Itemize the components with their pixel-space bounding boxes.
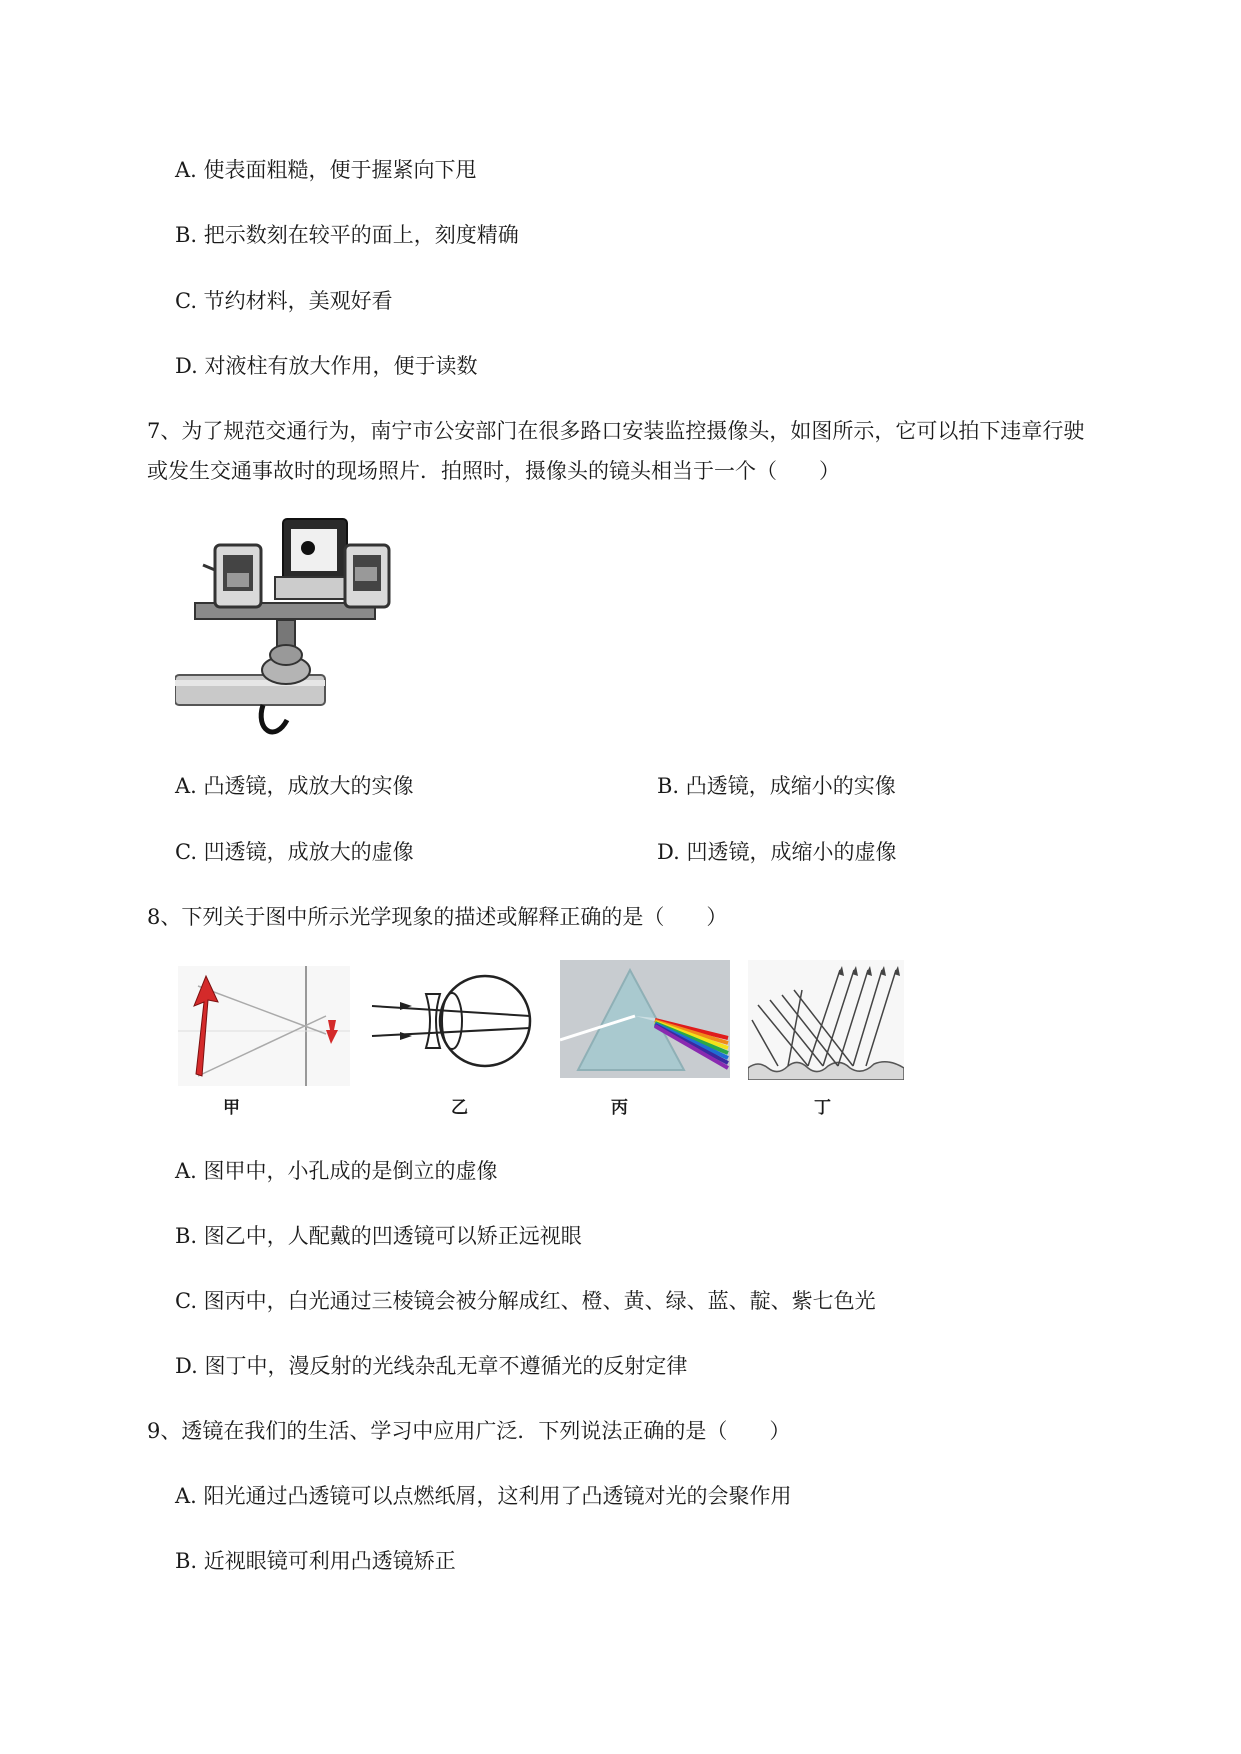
q8-option-a: A. 图甲中，小孔成的是倒立的虚像 xyxy=(175,1159,498,1183)
figure-label-bing: 丙 xyxy=(611,1098,628,1118)
diffuse-reflection-figure xyxy=(748,960,904,1080)
q9-option-a: A. 阳光通过凸透镜可以点燃纸屑，这利用了凸透镜对光的会聚作用 xyxy=(175,1484,792,1508)
figure-label-yi: 乙 xyxy=(451,1098,468,1118)
q9-option-b: B. 近视眼镜可利用凸透镜矫正 xyxy=(175,1549,456,1573)
q6-option-a: A. 使表面粗糙，便于握紧向下甩 xyxy=(175,158,477,182)
q7-option-c: C. 凹透镜，成放大的虚像 xyxy=(175,840,414,864)
pinhole-figure xyxy=(178,966,350,1086)
figure-label-ding: 丁 xyxy=(814,1098,831,1118)
q7-option-b: B. 凸透镜，成缩小的实像 xyxy=(657,774,896,798)
q6-option-b: B. 把示数刻在较平的面上，刻度精确 xyxy=(175,223,519,247)
q8-stem: 8、下列关于图中所示光学现象的描述或解释正确的是（ ） xyxy=(147,905,728,929)
traffic-camera-figure xyxy=(175,515,395,740)
q7-option-d: D. 凹透镜，成缩小的虚像 xyxy=(657,840,897,864)
q7-option-a: A. 凸透镜，成放大的实像 xyxy=(175,774,414,798)
q7-stem-line2: 或发生交通事故时的现场照片．拍照时，摄像头的镜头相当于一个（ ） xyxy=(147,459,840,483)
q8-option-d: D. 图丁中，漫反射的光线杂乱无章不遵循光的反射定律 xyxy=(175,1354,688,1378)
q9-stem: 9、透镜在我们的生活、学习中应用广泛．下列说法正确的是（ ） xyxy=(147,1419,791,1443)
q6-option-c: C. 节约材料，美观好看 xyxy=(175,289,393,313)
q6-option-d: D. 对液柱有放大作用，便于读数 xyxy=(175,354,478,378)
q8-option-c: C. 图丙中，白光通过三棱镜会被分解成红、橙、黄、绿、蓝、靛、紫七色光 xyxy=(175,1289,876,1313)
prism-figure xyxy=(560,960,730,1078)
q7-stem-line1: 7、为了规范交通行为，南宁市公安部门在很多路口安装监控摄像头，如图所示，它可以拍下违章行驶 xyxy=(147,419,1085,443)
eye-lens-figure xyxy=(370,966,538,1086)
q8-option-b: B. 图乙中，人配戴的凹透镜可以矫正远视眼 xyxy=(175,1224,582,1248)
figure-label-jia: 甲 xyxy=(223,1098,240,1118)
